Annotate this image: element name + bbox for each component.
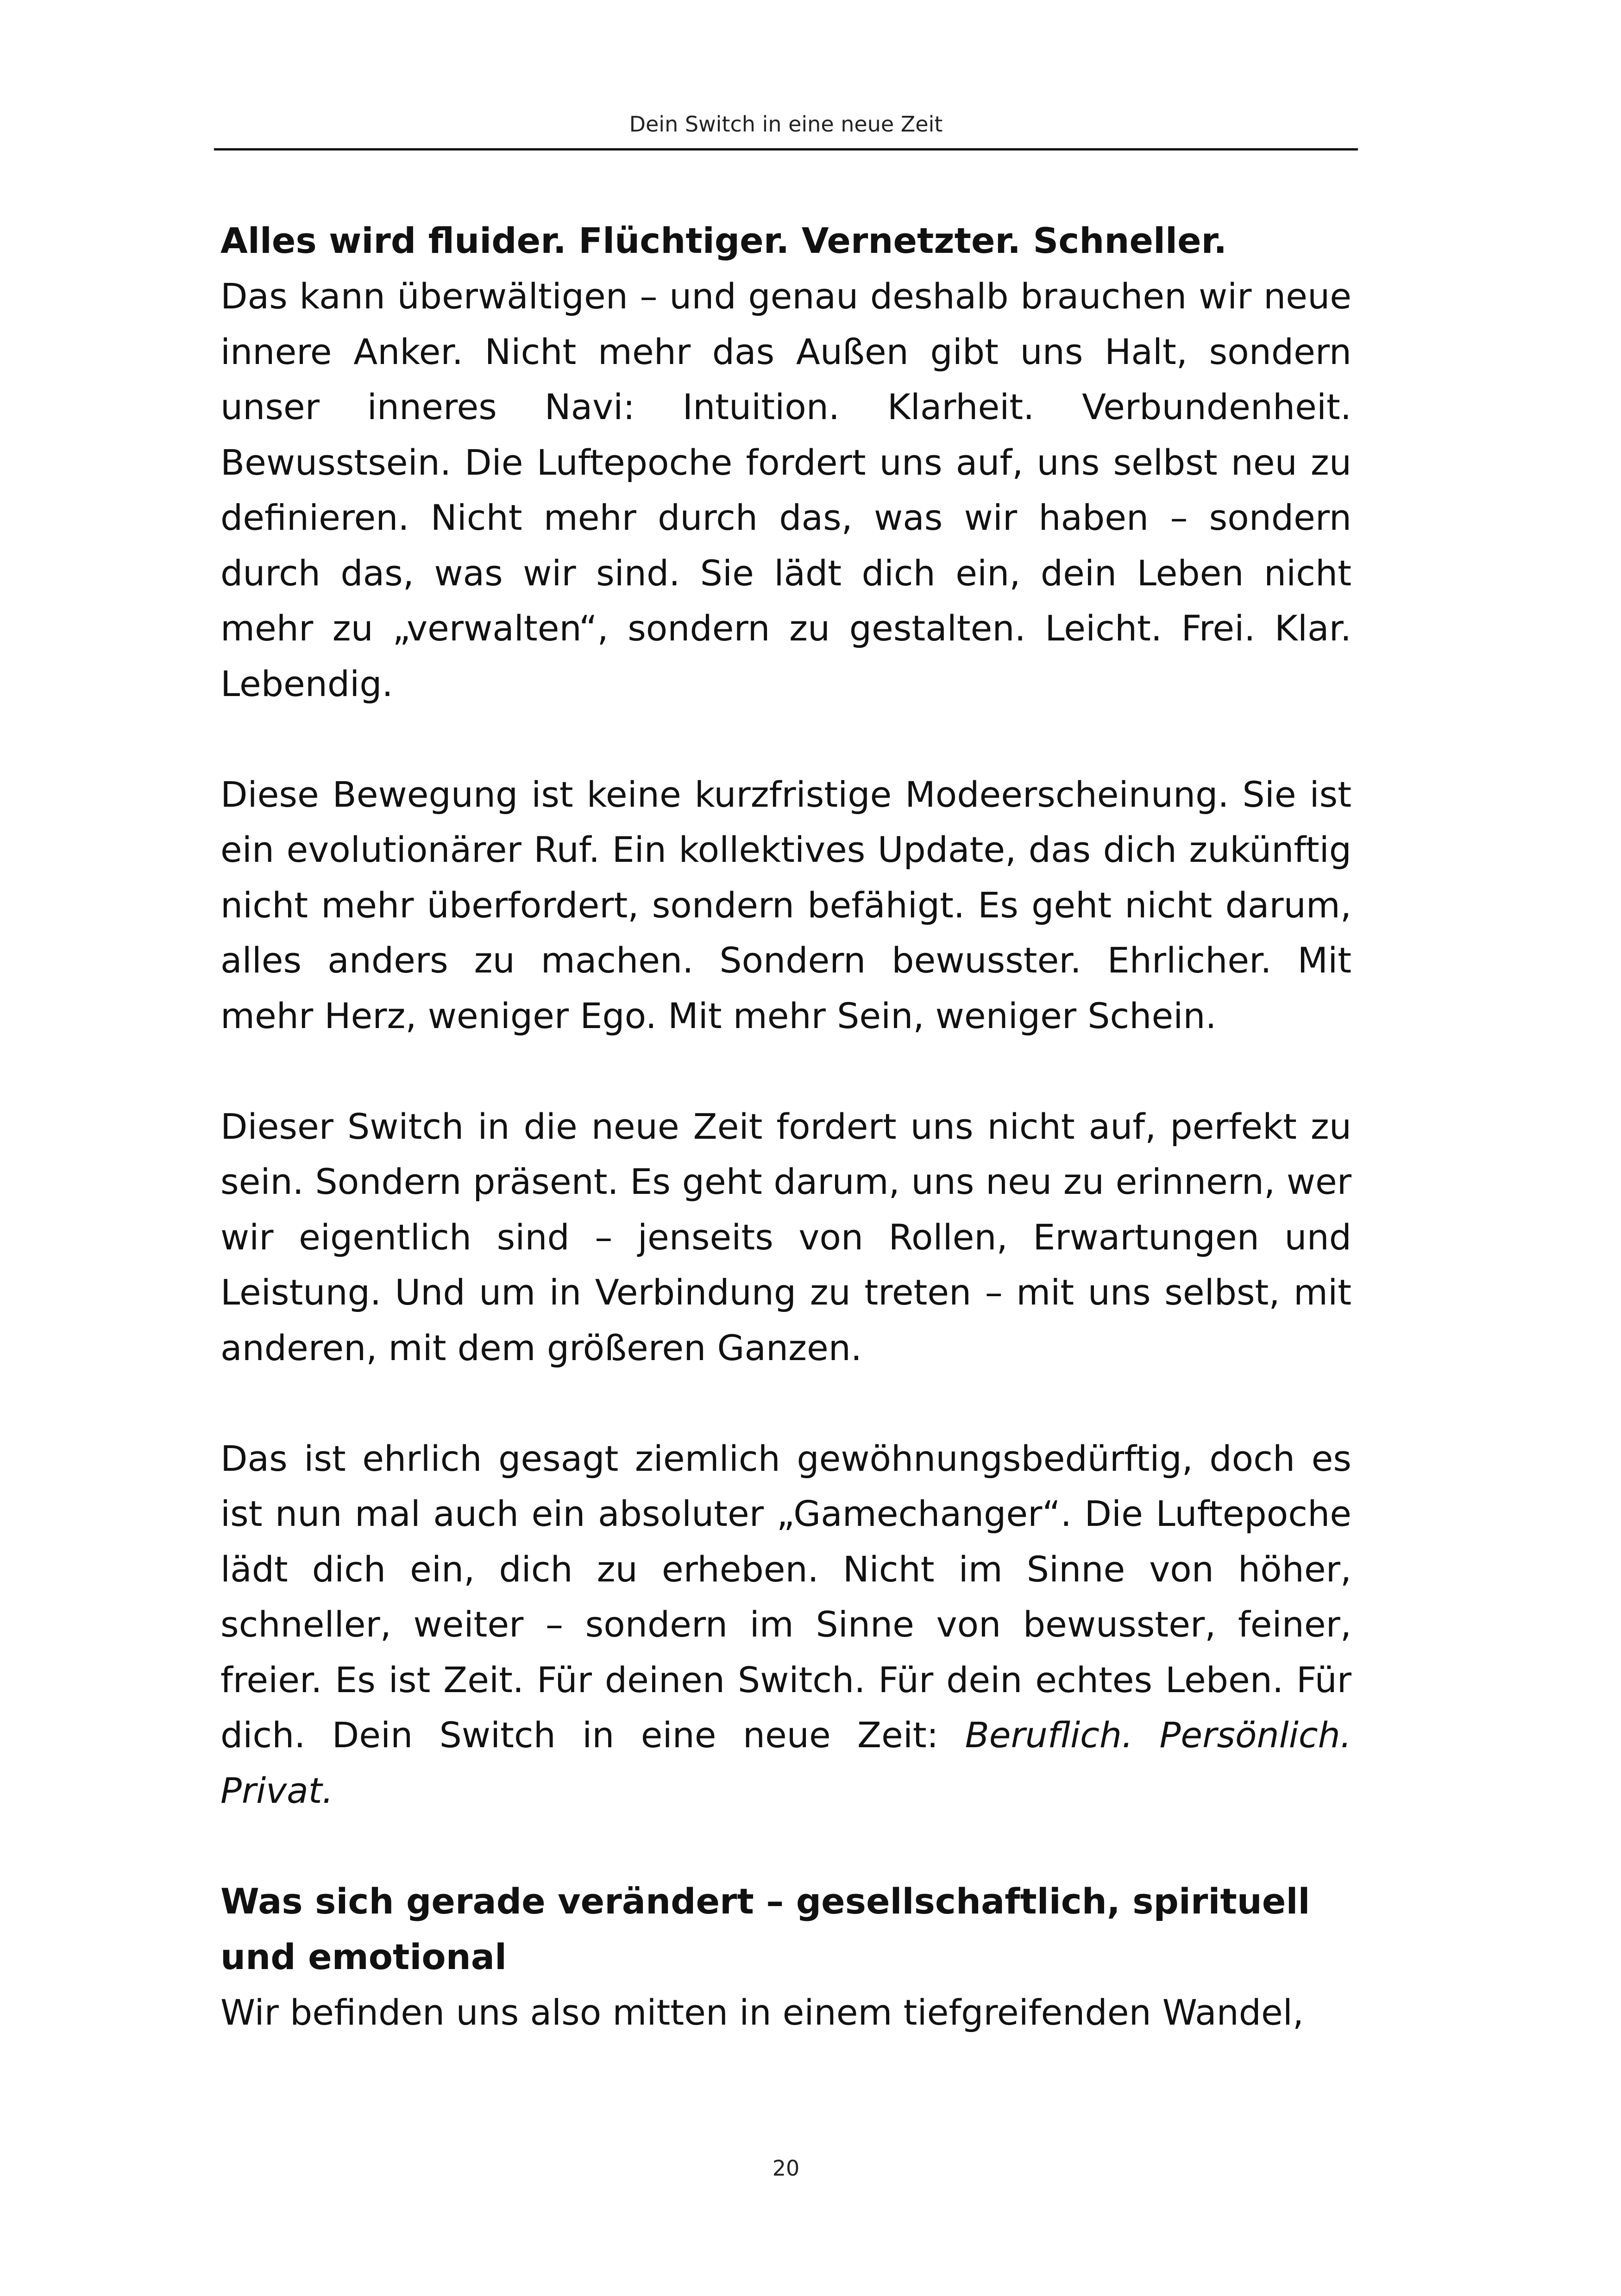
paragraph-gap — [220, 1043, 1351, 1099]
paragraph-text: Das ist ehrlich gesagt ziemlich gewöhnungsbedürftig, doch es ist nun mal auch ein absoluter „Gamechanger“. Die Luftepoche lädt dich ein, dich zu erheben. Nicht im Sinne von höher, schneller, weiter – sondern im Sinne von bewusster, feiner, freier. Es ist Zeit. Für deinen Switch. Für dein echtes Leben. Für dich. Dein Switch in eine neue Zeit: — [220, 1437, 1351, 1756]
paragraph-gap — [220, 711, 1351, 767]
page-number: 20 — [772, 2156, 800, 2181]
section-heading: Alles wird fluider. Flüchtiger. Vernetzter. Schneller. — [220, 220, 1227, 261]
header-rule — [214, 148, 1358, 151]
paragraph-text: Diese Bewegung ist keine kurzfristige Modeerscheinung. Sie ist ein evolutionärer Ruf. Ein kollektives Update, das dich zukünftig nicht mehr überfordert, sondern befähigt. Es geht nicht darum, alles anders zu machen. Sondern bewusster. Ehrlicher. Mit mehr Herz, weniger Ego. Mit mehr Sein, weniger Schein. — [220, 773, 1351, 1036]
paragraph-text: Wir befinden uns also mitten in einem tiefgreifenden Wandel, — [220, 1991, 1304, 2033]
paragraph — [220, 1985, 1351, 2040]
paragraph-gap — [220, 1375, 1351, 1431]
page-body — [220, 213, 1351, 2040]
paragraph — [220, 1099, 1351, 1376]
paragraph-text: Dieser Switch in die neue Zeit fordert uns nicht auf, perfekt zu sein. Sondern präsent. Es geht darum, uns neu zu erinnern, wer wir eigentlich sind – jenseits von Rollen, Erwartungen und Leistung. Und um in Verbindung zu treten – mit uns selbst, mit anderen, mit dem größeren Ganzen. — [220, 1105, 1351, 1368]
paragraph-text: Das kann überwältigen – und genau deshalb brauchen wir neue innere Anker. Nicht mehr das Außen gibt uns Halt, sondern unser inneres Navi: Intuition. Klarheit. Verbundenheit. Bewusstsein. Die Luftepoche fordert uns auf, uns selbst neu zu definieren. Nicht mehr durch das, was wir haben – sondern durch das, was wir sind. Sie lädt dich ein, dein Leben nicht mehr zu „verwalten“, sondern zu gestalten. Leicht. Frei. Klar. Lebendig. — [220, 276, 1351, 704]
paragraph — [220, 767, 1351, 1044]
italic-phrase: Beruflich. Persönlich. Privat. — [220, 1714, 1351, 1811]
section-heading: Was sich gerade verändert – gesellschaftlich, spirituell und emotional — [220, 1880, 1310, 1977]
running-header: Dein Switch in eine neue Zeit — [629, 112, 943, 137]
paragraph — [220, 1431, 1351, 1819]
paragraph-gap — [220, 1818, 1351, 1874]
paragraph — [220, 269, 1351, 711]
